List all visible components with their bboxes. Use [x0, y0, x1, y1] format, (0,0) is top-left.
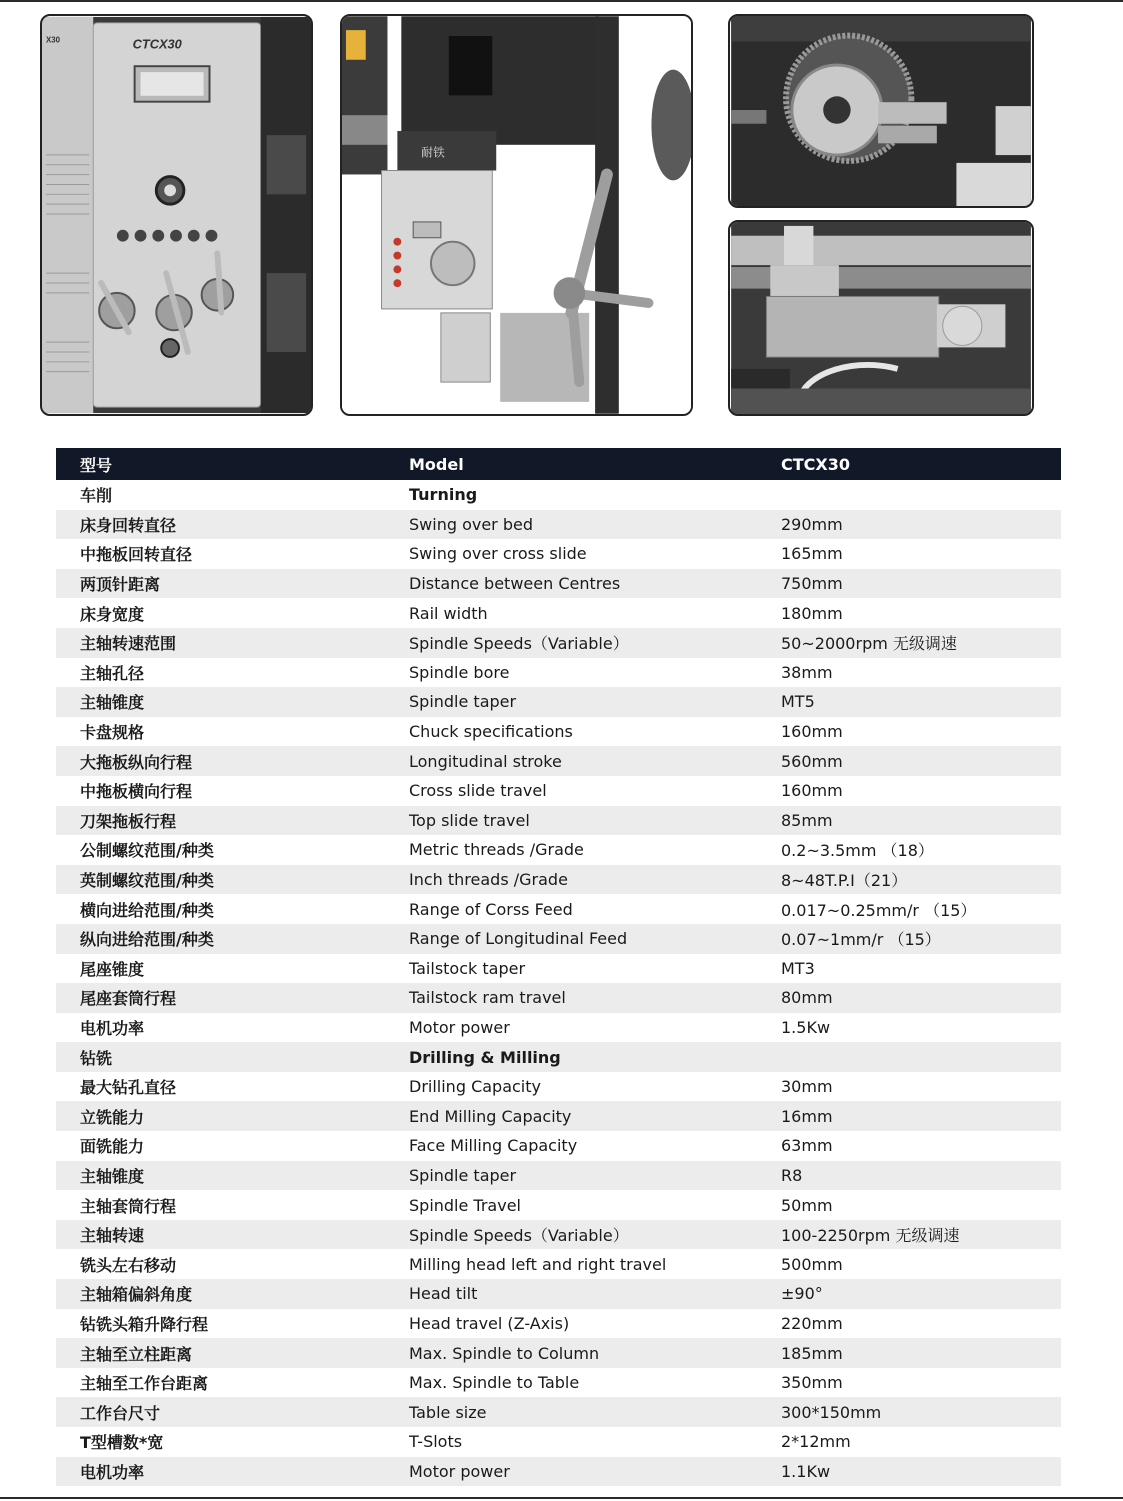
spec-name-zh: 主轴锥度: [80, 693, 145, 713]
spec-name-zh: 主轴转速: [80, 1226, 145, 1246]
spec-value: R8: [781, 1165, 803, 1185]
spec-name-zh: 主轴套筒行程: [80, 1196, 177, 1216]
spec-table: [56, 448, 1061, 1486]
spec-name-en: Head travel (Z-Axis): [409, 1313, 570, 1333]
table-row: [56, 1161, 1061, 1191]
spec-name-en: Cross slide travel: [409, 781, 547, 801]
table-row: [56, 1368, 1061, 1398]
spec-name-zh: 主轴锥度: [80, 1166, 145, 1186]
spec-value: 0.07~1mm/r （15）: [781, 930, 941, 950]
spec-name-en: Table size: [409, 1402, 487, 1422]
spec-name-en: Longitudinal stroke: [409, 751, 562, 771]
spec-name-en: Turning: [409, 485, 478, 505]
spec-name-zh: 电机功率: [80, 1462, 145, 1482]
table-row: [56, 1072, 1061, 1102]
spec-name-zh: 主轴箱偏斜角度: [80, 1285, 193, 1305]
spec-value: 160mm: [781, 722, 843, 742]
spec-value: 560mm: [781, 751, 843, 771]
control-panel-illustration: [42, 16, 311, 414]
spec-name-zh: 钻铣: [80, 1048, 113, 1068]
table-row: [56, 1220, 1061, 1250]
table-row: [56, 1397, 1061, 1427]
chuck-illustration: [730, 16, 1032, 206]
spec-name-en: Milling head left and right travel: [409, 1254, 667, 1274]
spec-value: 750mm: [781, 574, 843, 594]
spec-name-zh: 中拖板横向行程: [80, 782, 193, 802]
panel-side-label: X30: [45, 35, 60, 45]
header-value: CTCX30: [781, 454, 850, 474]
spec-name-en: Metric threads /Grade: [409, 840, 584, 860]
milling-head-photo: [340, 14, 693, 416]
spec-name-en: Chuck specifications: [409, 722, 573, 742]
spec-value: 100-2250rpm 无级调速: [781, 1226, 960, 1246]
table-row: [56, 1457, 1061, 1487]
spec-value: 80mm: [781, 988, 833, 1008]
header-en: Model: [409, 454, 464, 474]
tool-post-illustration: [730, 222, 1032, 414]
spec-name-zh: 最大钻孔直径: [80, 1078, 177, 1098]
spec-name-en: Spindle taper: [409, 1165, 517, 1185]
spec-value: 1.5Kw: [781, 1017, 831, 1037]
header-zh: 型号: [80, 455, 113, 475]
spec-value: MT5: [781, 692, 815, 712]
spec-name-zh: 横向进给范围/种类: [80, 900, 214, 920]
spec-value: 16mm: [781, 1106, 833, 1126]
spec-name-zh: 车削: [80, 486, 113, 506]
table-row: [56, 954, 1061, 984]
table-row: [56, 983, 1061, 1013]
table-row: [56, 1249, 1061, 1279]
spec-name-zh: 尾座锥度: [80, 959, 145, 979]
spec-name-zh: 公制螺纹范围/种类: [80, 841, 214, 861]
spec-value: MT3: [781, 958, 815, 978]
spec-value: 1.1Kw: [781, 1461, 831, 1481]
table-row: [56, 1309, 1061, 1339]
control-panel-photo: [40, 14, 313, 416]
spec-value: 185mm: [781, 1343, 843, 1363]
spec-value: 85mm: [781, 810, 833, 830]
spec-name-zh: 立铣能力: [80, 1107, 145, 1127]
spec-name-zh: 卡盘规格: [80, 723, 145, 743]
spec-table-body: [56, 480, 1061, 1486]
table-row: [56, 628, 1061, 658]
spec-name-en: Max. Spindle to Column: [409, 1343, 600, 1363]
spec-value: 8~48T.P.I（21）: [781, 871, 908, 891]
table-row: [56, 924, 1061, 954]
table-row: [56, 1190, 1061, 1220]
spec-name-zh: 英制螺纹范围/种类: [80, 871, 214, 891]
table-row: [56, 1338, 1061, 1368]
table-row: [56, 894, 1061, 924]
table-row: [56, 835, 1061, 865]
spec-name-en: Tailstock ram travel: [409, 988, 566, 1008]
table-row: [56, 1131, 1061, 1161]
spec-name-en: Spindle bore: [409, 662, 510, 682]
spec-name-zh: 主轴转速范围: [80, 634, 177, 654]
spec-value: 50~2000rpm 无级调速: [781, 634, 957, 654]
spec-value: 38mm: [781, 662, 833, 682]
spec-name-zh: 刀架拖板行程: [80, 811, 177, 831]
spec-name-en: Drilling Capacity: [409, 1077, 541, 1097]
spec-name-zh: 工作台尺寸: [80, 1403, 161, 1423]
panel-brand: CTCX30: [132, 36, 182, 52]
section-header-row: [56, 1042, 1061, 1072]
spec-name-en: Max. Spindle to Table: [409, 1373, 580, 1393]
table-row: [56, 717, 1061, 747]
spec-name-zh: 两顶针距离: [80, 575, 161, 595]
spec-value: 220mm: [781, 1313, 843, 1333]
spec-name-en: Inch threads /Grade: [409, 870, 568, 890]
spec-name-en: Motor power: [409, 1461, 510, 1481]
spec-name-zh: 主轴至立柱距离: [80, 1344, 193, 1364]
spec-table-header: [56, 448, 1061, 480]
spec-value: 350mm: [781, 1373, 843, 1393]
spec-name-en: Motor power: [409, 1017, 510, 1037]
spec-value: 0.2~3.5mm （18）: [781, 841, 934, 861]
spec-name-en: Tailstock taper: [409, 958, 526, 978]
spec-name-en: Spindle Speeds（Variable）: [409, 1226, 629, 1246]
table-row: [56, 569, 1061, 599]
bottom-divider: [0, 1497, 1123, 1499]
spec-value: 290mm: [781, 514, 843, 534]
spec-name-zh: 纵向进给范围/种类: [80, 930, 214, 950]
spec-value: 160mm: [781, 781, 843, 801]
table-row: [56, 687, 1061, 717]
table-row: [56, 746, 1061, 776]
spec-name-en: End Milling Capacity: [409, 1106, 572, 1126]
table-row: [56, 598, 1061, 628]
table-row: [56, 776, 1061, 806]
spec-name-zh: 主轴孔径: [80, 663, 145, 683]
spec-name-zh: T型槽数*宽: [80, 1433, 164, 1453]
spec-name-zh: 面铣能力: [80, 1137, 145, 1157]
spec-name-zh: 中拖板回转直径: [80, 545, 193, 565]
table-row: [56, 510, 1061, 540]
table-row: [56, 806, 1061, 836]
spec-name-en: Distance between Centres: [409, 574, 621, 594]
spec-name-en: Range of Corss Feed: [409, 899, 573, 919]
spec-name-en: Head tilt: [409, 1284, 478, 1304]
spec-name-en: T-Slots: [409, 1432, 463, 1452]
table-row: [56, 1013, 1061, 1043]
spec-value: 2*12mm: [781, 1432, 851, 1452]
spec-name-en: Drilling & Milling: [409, 1047, 561, 1067]
milling-head-illustration: [342, 16, 691, 414]
spec-name-zh: 主轴至工作台距离: [80, 1374, 209, 1394]
spec-name-en: Spindle taper: [409, 692, 517, 712]
spec-value: 165mm: [781, 544, 843, 564]
spec-name-en: Face Milling Capacity: [409, 1136, 578, 1156]
section-header-row: [56, 480, 1061, 510]
table-row: [56, 658, 1061, 688]
spec-value: 50mm: [781, 1195, 833, 1215]
spec-name-en: Rail width: [409, 603, 488, 623]
spec-name-zh: 床身宽度: [80, 604, 145, 624]
spec-name-en: Top slide travel: [409, 810, 530, 830]
spec-name-en: Spindle Speeds（Variable）: [409, 634, 629, 654]
tool-post-photo: [728, 220, 1034, 416]
table-row: [56, 1427, 1061, 1457]
spec-name-en: Swing over bed: [409, 514, 533, 534]
spec-name-zh: 大拖板纵向行程: [80, 752, 193, 772]
table-row: [56, 1101, 1061, 1131]
spec-value: 30mm: [781, 1077, 833, 1097]
table-row: [56, 539, 1061, 569]
spec-name-en: Swing over cross slide: [409, 544, 587, 564]
spec-name-zh: 尾座套筒行程: [80, 989, 177, 1009]
spec-value: 0.017~0.25mm/r （15）: [781, 900, 977, 920]
head-logo: 耐铁: [421, 145, 445, 160]
spec-value: 500mm: [781, 1254, 843, 1274]
spec-name-zh: 铣头左右移动: [80, 1255, 177, 1275]
top-divider: [0, 0, 1123, 2]
chuck-photo: [728, 14, 1034, 208]
spec-name-en: Spindle Travel: [409, 1195, 521, 1215]
table-row: [56, 865, 1061, 895]
spec-value: 63mm: [781, 1136, 833, 1156]
spec-value: ±90°: [781, 1284, 823, 1304]
table-row: [56, 1279, 1061, 1309]
spec-name-zh: 电机功率: [80, 1018, 145, 1038]
spec-name-zh: 钻铣头箱升降行程: [80, 1314, 209, 1334]
spec-name-zh: 床身回转直径: [80, 515, 177, 535]
spec-value: 300*150mm: [781, 1402, 882, 1422]
spec-name-en: Range of Longitudinal Feed: [409, 929, 628, 949]
spec-value: 180mm: [781, 603, 843, 623]
